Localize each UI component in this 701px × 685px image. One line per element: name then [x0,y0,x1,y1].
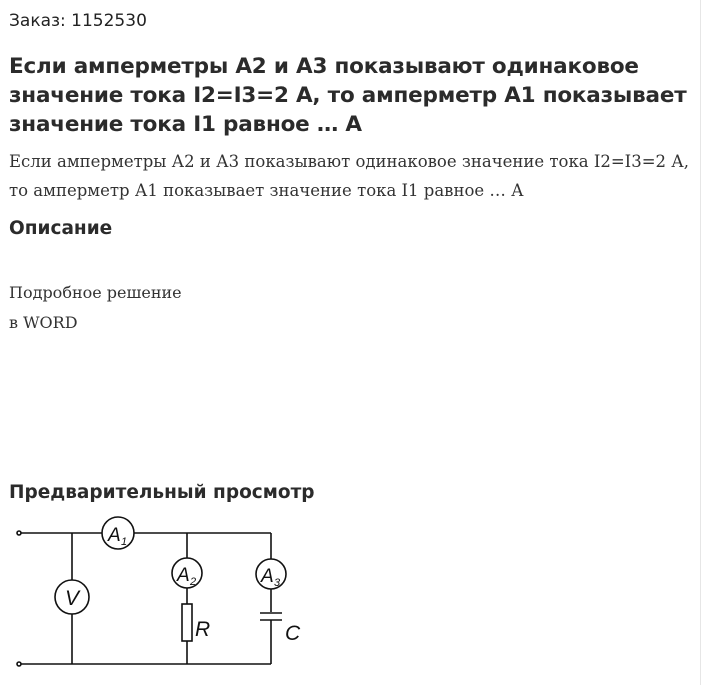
ammeter-a1-label: A [108,525,121,546]
problem-statement: Если амперметры А2 и А3 показывают одинаковое значение тока I2=I3=2 А, то амперметр А1 показывает значение тока I1 равное … А [9,152,690,200]
terminal-top [17,531,21,535]
voltmeter-label: V [65,587,80,610]
capacitor-label: C [285,622,301,645]
ammeter-a1-subscript: 1 [121,536,128,548]
description-line: Подробное решение [9,283,182,302]
resistor-label: R [195,618,211,641]
resistor-symbol [182,604,192,641]
description-line: в WORD [9,313,78,332]
circuit-diagram [10,512,330,677]
ammeter-a2-label: A [177,565,190,586]
ammeter-a2-subscript: 2 [190,576,197,588]
description-heading: Описание [9,218,113,239]
page-title: Если амперметры А2 и А3 показывают одинаковое значение тока I2=I3=2 А, то амперметр А1 показывает значение тока I1 равное … А [9,54,687,137]
preview-heading: Предварительный просмотр [9,482,315,503]
order-number: Заказ: 1152530 [9,11,147,31]
ammeter-a3-label: A [261,566,274,587]
terminal-bottom [17,662,21,666]
ammeter-a3-subscript: 3 [274,577,281,589]
